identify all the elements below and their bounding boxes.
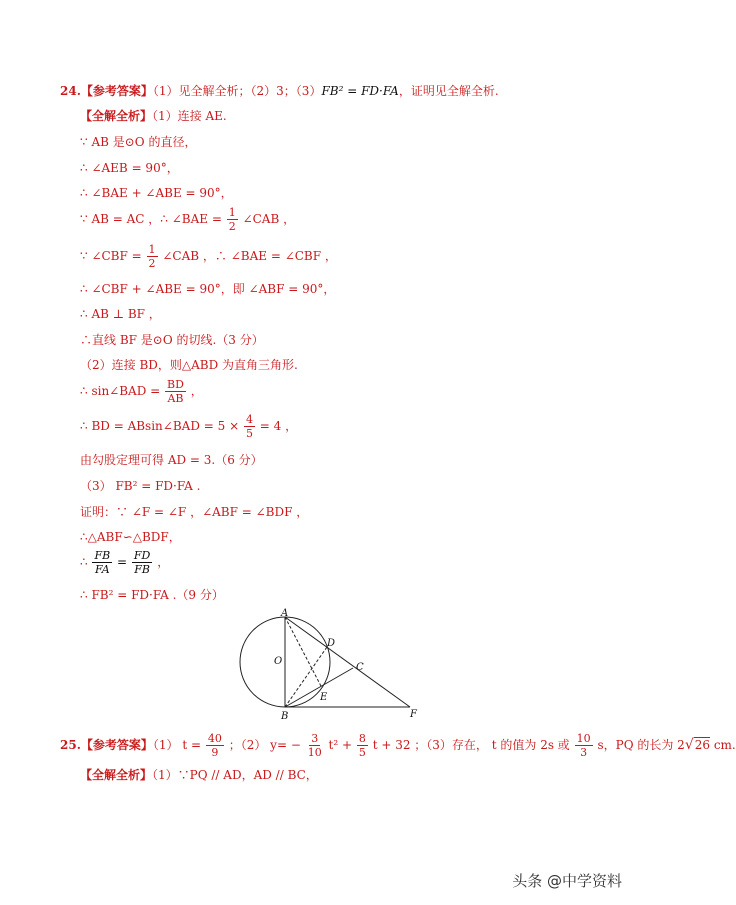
sqrt-sign: √ xyxy=(684,737,694,753)
step-9: ∴直线 BF 是⊙O 的切线.（3 分） xyxy=(80,333,264,347)
denominator: 9 xyxy=(211,746,219,759)
label-o: O xyxy=(274,656,283,667)
step-8: ∴ AB ⊥ BF ， xyxy=(80,307,161,321)
segment-bc xyxy=(285,668,353,707)
step-13: 由勾股定理可得 AD = 3.（6 分） xyxy=(80,453,263,467)
denominator: 10 xyxy=(307,746,322,759)
denominator: 2 xyxy=(148,257,156,270)
answer-text: （1） t = xyxy=(152,738,202,752)
step-3: ∴ ∠AEB = 90°， xyxy=(80,161,179,175)
answer-text-end: cm. xyxy=(710,738,736,752)
fraction xyxy=(306,732,324,759)
step-17 xyxy=(80,549,169,576)
geometry-figure xyxy=(230,608,430,720)
label-e: E xyxy=(320,692,328,703)
step-text: （1）连接 AE. xyxy=(152,109,227,123)
analysis-tag: 【全解全析】 xyxy=(80,768,153,782)
fraction xyxy=(206,732,224,759)
step-text-end: ∠CAB ， xyxy=(242,212,296,226)
step-15: 证明：∵ ∠F = ∠F ，∠ABF = ∠BDF ， xyxy=(80,505,309,519)
denominator: 5 xyxy=(358,746,366,759)
q24-answer-line xyxy=(60,84,499,98)
fraction xyxy=(227,206,238,233)
answer-text: t² + xyxy=(328,738,353,752)
numerator: 40 xyxy=(207,732,222,745)
numerator: 4 xyxy=(245,413,253,426)
step-12 xyxy=(80,413,297,440)
question-number: 24. xyxy=(60,84,81,98)
numerator: 8 xyxy=(358,732,366,745)
step-4: ∴ ∠BAE + ∠ABE = 90°， xyxy=(80,186,233,200)
answer-equation: FB² = FD·FA xyxy=(321,84,399,98)
denominator: 2 xyxy=(228,220,236,233)
equals-sign: = xyxy=(117,555,128,569)
fraction xyxy=(357,732,368,759)
denominator: FB xyxy=(134,563,150,576)
numerator: 1 xyxy=(228,206,236,219)
step-text: ∴ BD = ABsin∠BAD = 5 × xyxy=(80,419,240,433)
denominator: AB xyxy=(167,392,184,405)
answer-text: s，PQ 的长为 2 xyxy=(597,738,685,752)
step-text-end: ， xyxy=(190,384,203,398)
fraction xyxy=(575,732,593,759)
analysis-tag: 【全解全析】 xyxy=(80,109,153,123)
watermark: 头条 @中学资料 xyxy=(512,872,622,890)
step-18: ∴ FB² = FD·FA .（9 分） xyxy=(80,588,224,602)
analysis-line-1 xyxy=(80,109,227,123)
numerator: 1 xyxy=(148,243,156,256)
step-10: （2）连接 BD，则△ABD 为直角三角形. xyxy=(80,358,298,372)
step-7: ∴ ∠CBF + ∠ABE = 90°，即 ∠ABF = 90°， xyxy=(80,282,336,296)
sqrt-radicand: 26 xyxy=(694,738,711,752)
label-a: A xyxy=(281,608,289,619)
step-14: （3） FB² = FD·FA . xyxy=(80,479,201,493)
segment-af xyxy=(285,617,410,707)
denominator: 3 xyxy=(580,746,588,759)
denominator: 5 xyxy=(245,427,253,440)
step-text: ∵ AB = AC ，∴ ∠BAE = xyxy=(80,212,222,226)
step-text: ∴ sin∠BAD = xyxy=(80,384,161,398)
numerator: FB xyxy=(94,549,111,562)
step-text-end: ， xyxy=(157,555,170,569)
answer-text-end: ，证明见全解全析. xyxy=(398,84,499,98)
numerator: FD xyxy=(133,549,151,562)
fraction xyxy=(132,549,152,576)
step-6 xyxy=(80,243,337,270)
step-text: ∴ xyxy=(80,555,88,569)
label-c: C xyxy=(356,662,364,673)
fraction xyxy=(147,243,158,270)
question-number: 25. xyxy=(60,738,81,752)
fraction xyxy=(244,413,255,440)
step-5 xyxy=(80,206,295,233)
label-d: D xyxy=(327,638,336,649)
q25-analysis-line xyxy=(80,768,318,782)
answer-tag: 【参考答案】 xyxy=(80,84,153,98)
label-f: F xyxy=(410,709,417,720)
label-b: B xyxy=(281,711,289,722)
fraction xyxy=(92,549,112,576)
step-16: ∴△ABF∽△BDF， xyxy=(80,530,181,544)
step-text-end: = 4 ， xyxy=(259,419,298,433)
answer-tag: 【参考答案】 xyxy=(80,738,153,752)
fraction xyxy=(165,378,186,405)
denominator: FA xyxy=(95,563,110,576)
step-text: ∵ ∠CBF = xyxy=(80,249,142,263)
answer-text: t + 32 ；（3）存在， t 的值为 2s 或 xyxy=(372,738,570,752)
step-text-end: ∠CAB ，∴ ∠BAE = ∠CBF ， xyxy=(162,249,337,263)
numerator: 3 xyxy=(311,732,319,745)
answer-text: ；（2） y= − xyxy=(228,738,301,752)
numerator: BD xyxy=(167,378,184,391)
q25-answer-line xyxy=(60,732,736,759)
step-2: ∵ AB 是⊙O 的直径， xyxy=(80,135,197,149)
segment-ae xyxy=(285,617,322,688)
numerator: 10 xyxy=(576,732,591,745)
step-11 xyxy=(80,378,203,405)
answer-text: （1）见全解全析；（2）3；（3） xyxy=(152,84,322,98)
step-text: （1）∵PQ // AD，AD // BC， xyxy=(152,768,318,782)
